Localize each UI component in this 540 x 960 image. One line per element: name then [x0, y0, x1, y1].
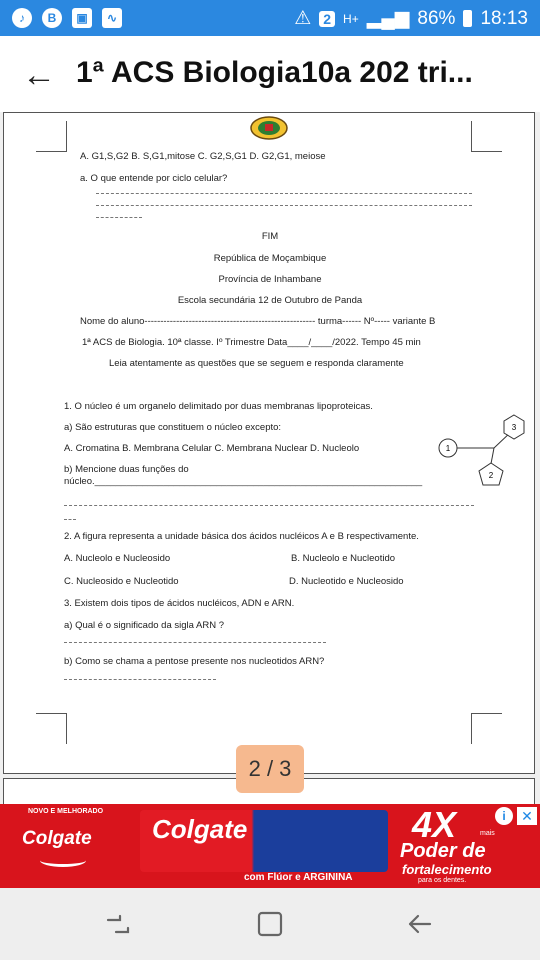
answer-line: [96, 193, 472, 194]
answer-line: [64, 679, 216, 680]
crop-mark: [36, 121, 67, 152]
crop-mark: [471, 121, 502, 152]
navigation-bar: [0, 888, 540, 960]
activity-icon: ∿: [102, 8, 122, 28]
answer-line: [96, 205, 472, 206]
back-icon[interactable]: [404, 908, 436, 940]
notification-icons: [12, 8, 122, 28]
document-title: 1ª ACS Biologia10a 202 tri...: [76, 56, 473, 89]
signal-icon: ▂▄▆: [366, 8, 410, 29]
battery-icon: [463, 10, 472, 27]
answer-line: [64, 519, 76, 520]
crop-mark: [36, 713, 67, 744]
test-info-line: 1ª ACS de Biologia. 10ª classe. Iº Trimestre Data____/____/2022. Tempo 45 min: [82, 337, 421, 348]
ad-ingredients: com Flúor e ARGININA: [244, 872, 353, 883]
answer-line: [96, 217, 142, 218]
instruction-text: Leia atentamente as questões que se seguem e responda claramente: [109, 358, 404, 369]
question-1a: a) São estruturas que constituem o núcleo excepto:: [64, 422, 282, 433]
battery-percent: 86%: [417, 7, 456, 29]
diagram-label-1: 1: [445, 444, 451, 453]
alarm-icon: ⚠: [294, 8, 312, 29]
network-type: H+: [343, 11, 359, 26]
question-2-option-c: C. Nucleosido e Nucleotido: [64, 576, 179, 587]
ad-poder: Poder de: [400, 840, 486, 862]
question-3a: a) Qual é o significado da sigla ARN ?: [64, 620, 225, 631]
province-heading: Província de Inhambane: [218, 274, 322, 285]
crop-mark: [471, 713, 502, 744]
b-app-icon: B: [42, 8, 62, 28]
clock: 18:13: [480, 7, 528, 29]
ad-close-icon[interactable]: ✕: [517, 807, 537, 825]
ad-headline: 4X: [412, 804, 457, 845]
question-2: 2. A figura representa a unidade básica dos ácidos nucléicos A e B respectivamente.: [64, 531, 419, 542]
back-arrow-icon[interactable]: ←: [22, 56, 56, 94]
question-1a-options: A. Cromatina B. Membrana Celular C. Membrana Nuclear D. Nucleolo: [64, 443, 360, 454]
status-bar: [0, 0, 540, 36]
pdf-viewer[interactable]: [0, 112, 540, 804]
republic-heading: República de Moçambique: [213, 253, 327, 264]
ad-banner[interactable]: [0, 804, 540, 888]
question-2-option-b: B. Nucleolo e Nucleotido: [291, 553, 396, 564]
answer-line: [64, 642, 326, 643]
system-icons: [294, 7, 528, 30]
question-1: 1. O núcleo é um organelo delimitado por duas membranas lipoproteicas.: [64, 401, 373, 412]
question-2-option-d: D. Nucleotido e Nucleosido: [289, 576, 404, 587]
student-name-line: Nome do aluno------------------------------------------------------ turma------ Nº----- variante B: [80, 316, 436, 327]
ad-tagline: NOVO E MELHORADO: [28, 808, 104, 815]
app-bar: [0, 36, 540, 113]
nucleotide-diagram: [434, 413, 534, 503]
question-3: 3. Existem dois tipos de ácidos nucléicos, ADN e ARN.: [64, 598, 295, 609]
diagram-label-2: 2: [488, 471, 494, 480]
image-icon: ▣: [72, 8, 92, 28]
question-2-option-a: A. Nucleolo e Nucleosido: [64, 553, 171, 564]
ad-dentes: para os dentes.: [418, 877, 467, 884]
school-heading: Escola secundária 12 de Outubro de Panda: [177, 295, 363, 306]
home-icon[interactable]: [254, 908, 286, 940]
previous-options: A. G1,S,G2 B. S,G1,mitose C. G2,S,G1 D. G2,G1, meiose: [80, 151, 326, 162]
ad-mais: mais: [480, 830, 495, 837]
ad-info-icon[interactable]: i: [495, 807, 513, 825]
music-icon: ♪: [12, 8, 32, 28]
recents-icon[interactable]: [102, 908, 134, 940]
ad-smile-icon: [40, 854, 86, 867]
question-a: a. O que entende por ciclo celular?: [80, 173, 228, 184]
emblem-icon: [248, 115, 290, 141]
pdf-page: [3, 112, 535, 774]
ad-brand-logo: Colgate: [22, 828, 92, 849]
diagram-label-3: 3: [511, 423, 517, 432]
ad-product-brand: Colgate: [152, 814, 248, 844]
answer-line: [64, 505, 474, 506]
page-indicator: 2 / 3: [236, 745, 304, 793]
fim-label: FIM: [261, 231, 279, 242]
question-1b: b) Mencione duas funções do: [64, 464, 189, 475]
question-3b: b) Como se chama a pentose presente nos nucleotidos ARN?: [64, 656, 325, 667]
question-1b-cont: núcleo.______________________________________________________________: [64, 476, 423, 487]
ad-fortalecimento: fortalecimento: [402, 862, 492, 877]
notification-count: 2: [319, 11, 335, 27]
